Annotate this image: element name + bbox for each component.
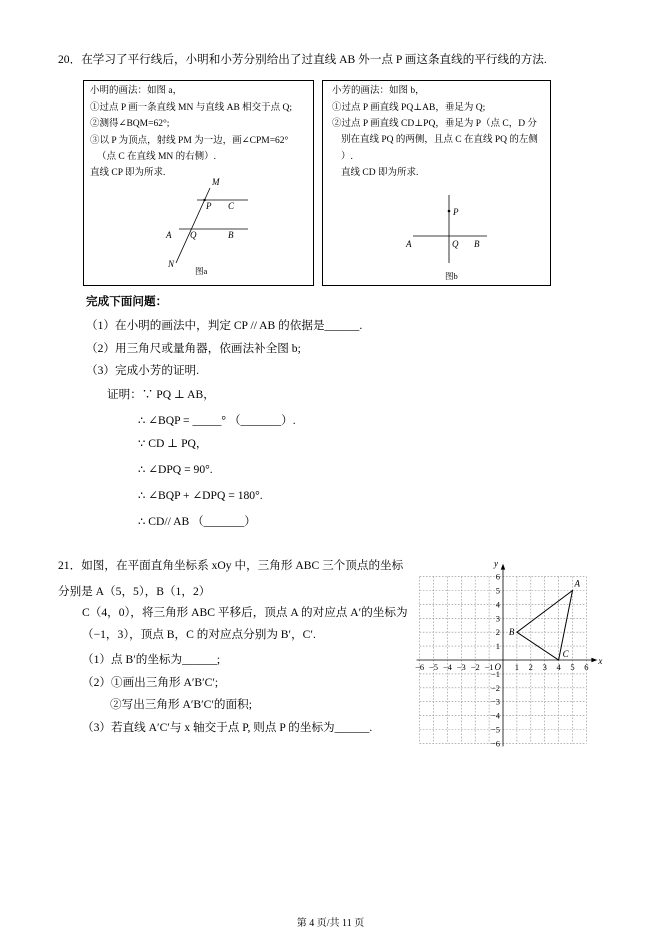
label-p: P [453,207,459,217]
label-c: C [228,201,235,211]
figure-b-caption: 图b [445,271,458,281]
label-q: Q [190,230,197,240]
label-b: B [474,239,480,249]
box-a-line: 小明的画法：如图 a， [90,86,183,96]
y-tick-label: −5 [490,724,500,735]
q21-line: 21．如图，在平面直角坐标系 xOy 中，三角形 ABC 三个顶点的坐标 [58,559,404,572]
proof-line: ∵ CD ⊥ PQ， [138,437,208,450]
q20-stem: 20．在学习了平行线后，小明和小芳分别给出了过直线 AB 外一点 P 画这条直线的平行线的方法. [58,53,547,66]
q21-part-2: （2）①画出三角形 A′B′C′; [82,676,219,689]
x-tick-label: 2 [528,662,533,672]
label-a: A [166,230,172,240]
label-m: M [212,177,220,187]
figure-a [140,175,260,280]
x-tick-label: 3 [542,662,547,672]
label-n: N [168,259,175,269]
y-tick-label: −4 [490,710,500,721]
vertex-label-a: A [574,578,580,589]
box-b-line: 直线 CD 即为所求. [341,168,419,178]
y-tick-label: −6 [490,738,500,749]
y-axis-arrow [501,564,505,570]
proof-line: ∴ ∠BQP + ∠DPQ = 180°. [138,489,263,502]
box-b-line: ②过点 P 画直线 CD⊥PQ，垂足为 P（点 C，D 分 [332,119,537,129]
y-tick-label: −2 [490,682,500,693]
box-b-line: ）. [341,152,353,162]
proof-line: ∴ ∠DPQ = 90°. [138,463,213,476]
x-tick-label: −1 [484,662,494,672]
x-tick-label: −4 [442,662,452,672]
q21-line: 分别是 A（5，5），B（1，2） [58,585,211,598]
x-axis-label: x [598,656,603,666]
q21-part-1: （1）点 B′的坐标为______; [82,653,221,666]
x-tick-label: −6 [415,662,425,672]
q20-part-3: （3）完成小芳的证明. [86,364,200,377]
coordinate-grid [410,554,610,754]
box-b-line: 小芳的画法：如图 b， [332,86,425,96]
y-tick-label: 5 [495,585,500,596]
point-p [448,210,451,213]
y-tick-label: 3 [495,613,500,624]
x-axis-arrow [591,658,597,662]
figure-b [395,190,505,282]
proof-line: ∴ ∠BQP = _____° （_______）. [138,414,296,427]
label-q: Q [452,239,459,249]
q20-part-1: （1）在小明的画法中，判定 CP // AB 的依据是______. [86,319,363,332]
y-tick-label: 4 [495,599,500,610]
box-b-line: ①过点 P 画直线 PQ⊥AB，垂足为 Q; [332,103,486,113]
x-tick-label: −3 [456,662,466,672]
vertex-label-b: B [508,627,515,638]
box-a-line: ②测得∠BQM=62°; [90,119,170,129]
label-b: B [228,230,234,240]
x-tick-label: 5 [570,662,575,672]
box-a-line: ①过点 P 画一条直线 MN 与直线 AB 相交于点 Q; [90,103,293,113]
y-tick-label: 2 [495,627,500,638]
x-tick-label: 1 [514,662,520,672]
box-a-line: 直线 CP 即为所求. [90,168,166,178]
box-b-line: 别在直线 PQ 的两侧，且点 C 在直线 PQ 的左侧 [341,135,538,145]
box-a-line: （点 C 在直线 MN 的右侧）. [97,152,217,162]
y-tick-label: −1 [490,668,500,679]
x-tick-label: 4 [556,662,561,672]
x-tick-label: −5 [428,662,439,672]
label-a: A [406,239,412,249]
task-heading: 完成下面问题： [86,295,168,308]
origin-label: O [494,662,501,672]
y-axis-label: y [494,558,498,569]
vertex-label-c: C [562,649,569,659]
y-tick-label: −3 [490,696,500,707]
x-tick-label: 6 [584,662,589,672]
y-tick-label: 6 [495,571,500,582]
page-footer: 第 4 页/共 11 页 [296,918,365,929]
label-p: P [206,201,212,211]
y-tick-label: 1 [495,641,500,652]
figure-a-caption: 图a [195,266,208,276]
q21-part-2-sub: ②写出三角形 A′B′C′的面积; [110,698,252,711]
q21-part-3: （3）若直线 A′C′与 x 轴交于点 P, 则点 P 的坐标为______. [82,721,373,734]
q21-line: （−1，3），顶点 B，C 的对应点分别为 B′，C′. [82,628,316,641]
q21-line: C（4，0），将三角形 ABC 平移后，顶点 A 的对应点 A′的坐标为 [82,606,408,619]
x-tick-label: −2 [470,662,480,672]
box-a-line: ③以 P 为顶点，射线 PM 为一边，画∠CPM=62° [90,136,289,146]
proof-line: 证明：∵ PQ ⊥ AB， [107,388,215,401]
proof-line: ∴ CD// AB （_______） [138,515,256,528]
q20-part-2: （2）用三角尺或量角器，依画法补全图 b; [86,342,301,355]
